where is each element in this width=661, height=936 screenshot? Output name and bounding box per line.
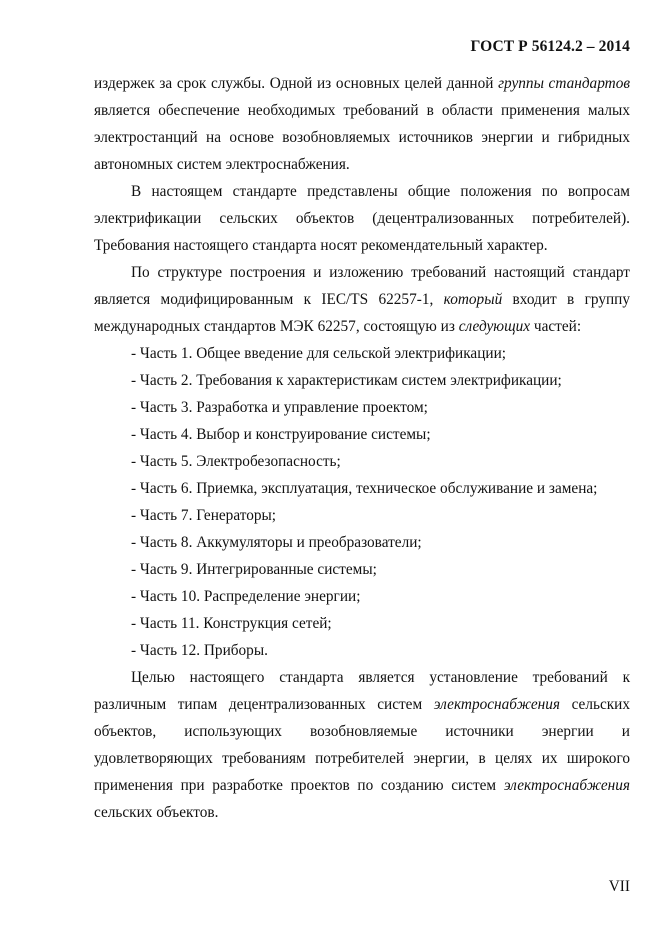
list-item: - Часть 9. Интегрированные системы; — [131, 561, 377, 578]
text-run: По структуре построения и изложению требований настоящий стандарт является модифицированным к IEC/TS 62257-1, — [94, 264, 630, 308]
list-item: - Часть 1. Общее введение для сельской электрификации; — [131, 345, 507, 362]
text-run: частей: — [530, 318, 582, 335]
list-item: - Часть 7. Генераторы; — [131, 507, 277, 524]
italic-text: электроснабжения — [433, 696, 560, 713]
text-run: является обеспечение необходимых требований в области применения малых электростанций на основе возобновляемых источников энергии и гибридных автономных систем электроснабжения. — [94, 102, 630, 173]
list-item: - Часть 4. Выбор и конструирование системы; — [131, 426, 431, 443]
text-run: сельских объектов, использующих возобновляемые источники энергии и удовлетворяющих требованиям потребителей энергии, в целях их широкого применения при разработке проектов по созданию систем — [94, 696, 630, 794]
page-number: VII — [608, 878, 630, 895]
paragraph-general-provisions: В настоящем стандарте представлены общие положения по вопросам электрификации сельских объектов (децентрализованных потребителей). Требования настоящего стандарта носят рекомендательный характер. — [94, 183, 630, 254]
italic-text: группы стандартов — [498, 75, 630, 92]
text-run: издержек за срок службы. Одной из основных целей данной — [94, 75, 499, 92]
list-item: - Часть 11. Конструкция сетей; — [131, 615, 332, 632]
paragraph-structure — [94, 259, 630, 340]
text-run: Целью настоящего стандарта является установление требований к различным типам децентрализованных систем — [94, 669, 630, 713]
list-item: - Часть 3. Разработка и управление проектом; — [131, 399, 428, 416]
italic-text: который — [443, 291, 503, 308]
list-item: - Часть 2. Требования к характеристикам систем электрификации; — [131, 372, 562, 389]
paragraph-continuation — [94, 70, 630, 178]
list-item: - Часть 8. Аккумуляторы и преобразователи; — [131, 534, 422, 551]
list-item: - Часть 12. Приборы. — [131, 642, 268, 659]
text-run: сельских объектов. — [94, 804, 219, 821]
paragraph-purpose — [94, 664, 630, 826]
list-item: - Часть 10. Распределение энергии; — [131, 588, 361, 605]
page-body — [94, 70, 630, 826]
document-header: ГОСТ Р 56124.2 – 2014 — [470, 38, 630, 55]
text-run: входит в группу международных стандартов МЭК 62257, состоящую из — [94, 291, 630, 335]
list-item: - Часть 5. Электробезопасность; — [131, 453, 341, 470]
list-item: - Часть 6. Приемка, эксплуатация, техническое обслуживание и замена; — [131, 480, 598, 497]
italic-text: следующих — [458, 318, 531, 335]
italic-text: электроснабжения — [503, 777, 630, 794]
parts-list — [94, 340, 630, 664]
